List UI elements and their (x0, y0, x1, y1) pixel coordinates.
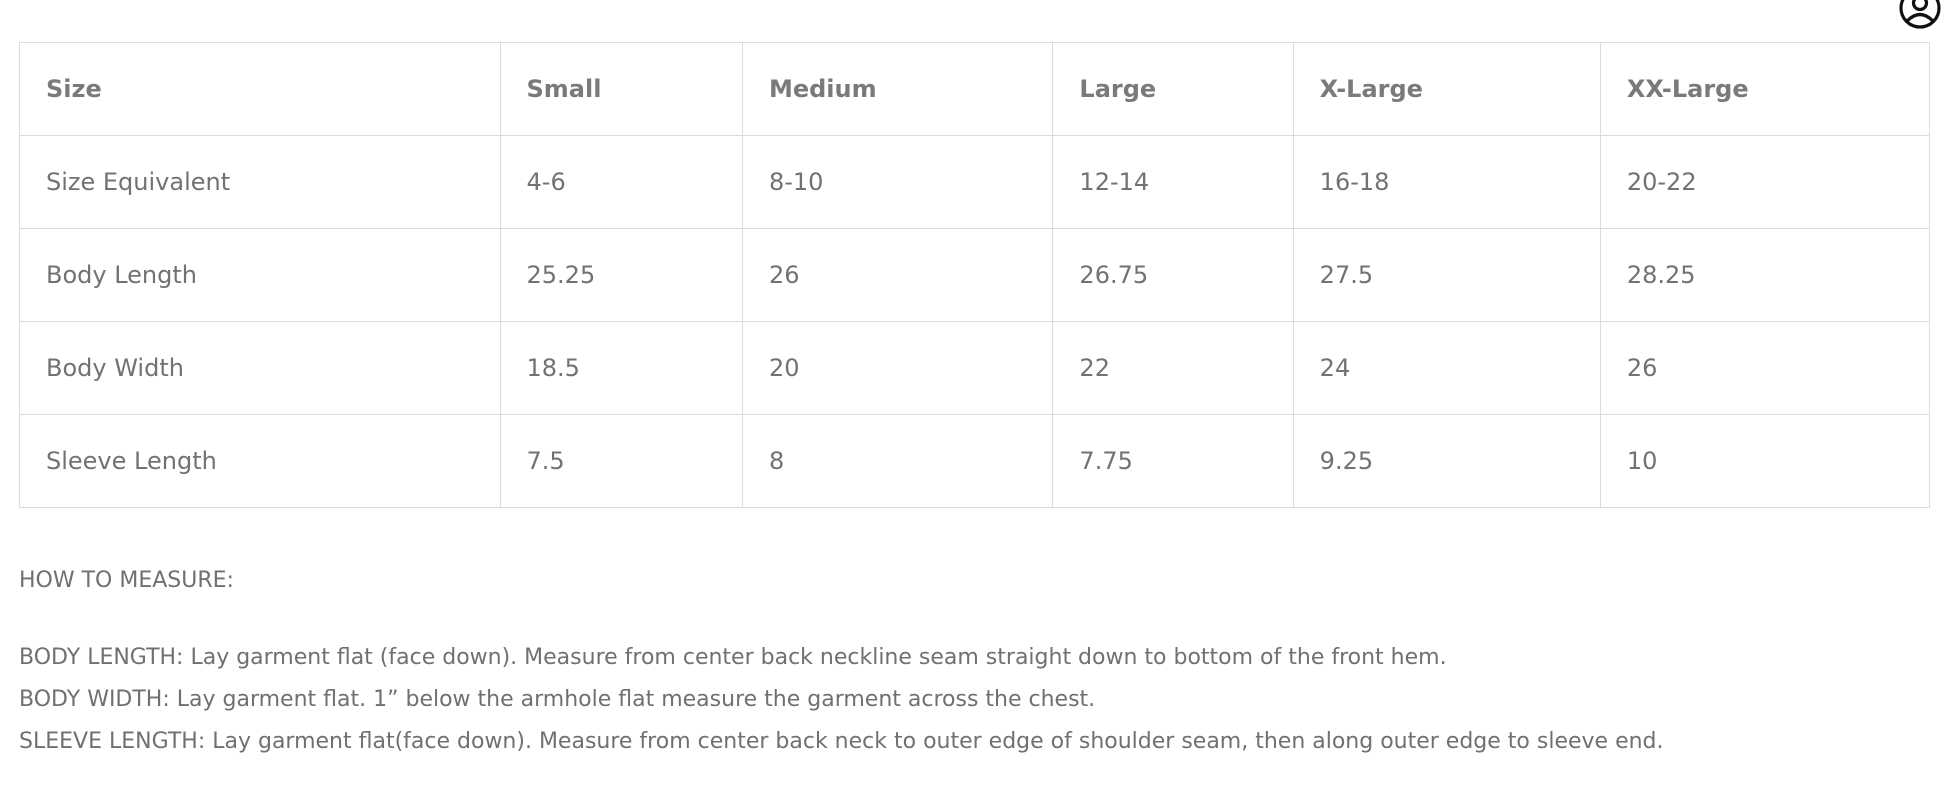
table-cell: 26.75 (1053, 229, 1293, 322)
row-label-cell: Size Equivalent (20, 136, 501, 229)
header-cell: XX-Large (1600, 43, 1929, 136)
table-row (20, 415, 1930, 508)
table-cell: 18.5 (500, 322, 742, 415)
table-cell: 10 (1600, 415, 1929, 508)
table-cell: 20 (742, 322, 1052, 415)
row-label-cell: Body Width (20, 322, 501, 415)
how-to-measure-heading: HOW TO MEASURE: (19, 568, 234, 593)
header-cell: X-Large (1293, 43, 1600, 136)
table-cell: 20-22 (1600, 136, 1929, 229)
table-cell: 8-10 (742, 136, 1052, 229)
table-cell: 9.25 (1293, 415, 1600, 508)
table-cell: 24 (1293, 322, 1600, 415)
instruction-body-width: BODY WIDTH: Lay garment flat. 1” below the armhole flat measure the garment across the chest. (19, 687, 1096, 712)
instruction-sleeve-length: SLEEVE LENGTH: Lay garment flat(face down). Measure from center back neck to outer edge of shoulder seam, then along outer edge to sleeve end. (19, 729, 1664, 754)
table-cell: 12-14 (1053, 136, 1293, 229)
table-cell: 22 (1053, 322, 1293, 415)
header-cell: Medium (742, 43, 1052, 136)
table-cell: 7.5 (500, 415, 742, 508)
table-cell: 26 (1600, 322, 1929, 415)
table-cell: 25.25 (500, 229, 742, 322)
table-cell: 16-18 (1293, 136, 1600, 229)
table-cell: 8 (742, 415, 1052, 508)
table-row (20, 229, 1930, 322)
measure-instructions (19, 637, 1664, 763)
table-row (20, 136, 1930, 229)
row-label-cell: Body Length (20, 229, 501, 322)
table-cell: 26 (742, 229, 1052, 322)
account-icon[interactable] (1898, 0, 1942, 30)
table-row (20, 322, 1930, 415)
table-cell: 4-6 (500, 136, 742, 229)
row-label-cell: Sleeve Length (20, 415, 501, 508)
header-cell: Small (500, 43, 742, 136)
instruction-body-length: BODY LENGTH: Lay garment flat (face down). Measure from center back neckline seam straight down to bottom of the front hem. (19, 645, 1447, 670)
table-cell: 7.75 (1053, 415, 1293, 508)
header-cell: Size (20, 43, 501, 136)
size-chart-table (19, 42, 1930, 508)
table-cell: 28.25 (1600, 229, 1929, 322)
table-header-row (20, 43, 1930, 136)
header-cell: Large (1053, 43, 1293, 136)
table-cell: 27.5 (1293, 229, 1600, 322)
